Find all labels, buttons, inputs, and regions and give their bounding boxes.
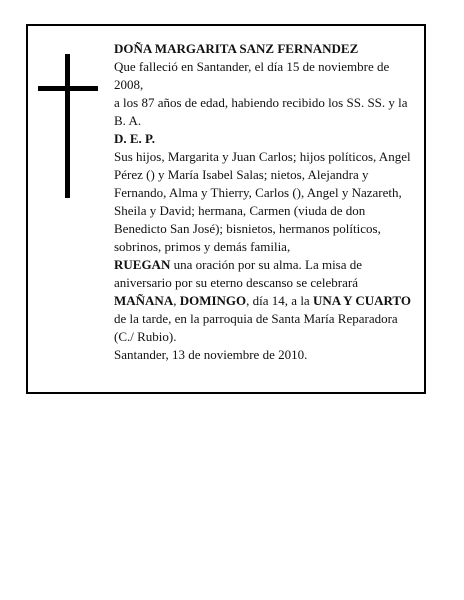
mass-paragraph [114,256,420,346]
death-line: Que falleció en Santander, el día 15 de noviembre de 2008, [114,59,390,92]
day-text: , día 14, a la [246,293,313,308]
domingo-label: DOMINGO [179,293,247,308]
signature-line: Santander, 13 de noviembre de 2010. [114,347,308,362]
notice-text [114,40,420,364]
time-label: UNA Y CUARTO [312,293,411,308]
deceased-name: DOÑA MARGARITA SANZ FERNANDEZ [114,41,359,56]
cross-horizontal-bar [38,86,98,91]
age-line: a los 87 años de edad, habiendo recibido los SS. SS. y la B. A. [114,95,408,128]
obituary-notice [26,24,426,394]
place-text: de la tarde, en la parroquia de Santa María Reparadora (C./ Rubio). [114,311,398,344]
ruegan-label: RUEGAN [114,257,171,272]
dep-line: D. E. P. [114,131,156,146]
cross-icon [38,54,98,198]
cross-vertical-bar [65,54,70,198]
prayer-text: una oración por su alma. La misa de aniversario por su eterno descanso se celebrará [114,257,363,290]
manana-label: MAÑANA [114,293,174,308]
comma-separator: , [173,293,180,308]
family-paragraph: Sus hijos, Margarita y Juan Carlos; hijos políticos, Angel Pérez () y María Isabel Salas; nietos, Alejandra y Fernando, Alma y Thierry, Carlos (), Angel y Nazareth, Sheila y David; hermana, Carmen (viuda de don Benedicto San José); bisnietos, hermanos políticos, sobrinos, primos y demás familia, [114,149,411,254]
